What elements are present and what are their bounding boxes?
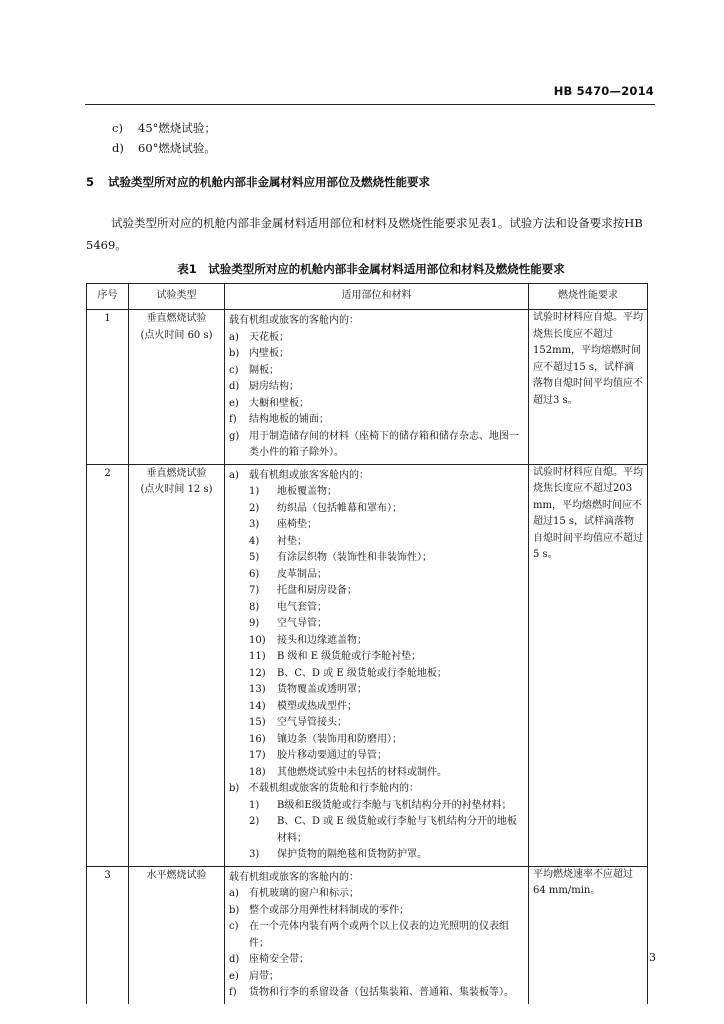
list-item-text: 45°燃烧试验； (138, 121, 216, 135)
material-item (229, 985, 524, 1002)
material-item (229, 379, 524, 396)
page-number: 3 (649, 951, 656, 964)
subitem-text: 托盘和厨房设备； (277, 585, 357, 596)
material-item-text: 厨房结构； (249, 381, 299, 392)
material-item-text: 内壁板； (249, 348, 289, 359)
material-group-text: 载有机组或旅客客舱内的： (249, 469, 369, 481)
material-subitem (229, 798, 524, 815)
material-subitem (229, 732, 524, 749)
material-item-text: 在一个壳体内装有两个或两个以上仪表的边光照明的仪表组件； (249, 921, 509, 949)
material-group (229, 468, 524, 485)
material-subitem (229, 649, 524, 666)
material-subitem (229, 847, 524, 864)
material-item-text: 有机玻璃的窗户和标示； (249, 888, 359, 899)
material-subitem (229, 501, 524, 518)
row-index: 3 (87, 866, 129, 1004)
subitem-text: 其他燃烧试验中未包括的材料或制件。 (277, 766, 447, 778)
subitem-text: B 级和 E 级货舱或行李舱衬垫； (277, 651, 422, 662)
material-item-text: 整个或部分用弹性材料制成的零件； (249, 904, 409, 916)
material-subitem (229, 484, 524, 501)
subitem-number: 3) (249, 519, 260, 530)
material-item-label: b) (229, 348, 240, 359)
subitem-number: 17) (249, 750, 266, 761)
material-item-label: a) (229, 331, 239, 343)
subitem-text: B、C、D 或 E 级货舱或行李舱与飞机结构分开的地板材料； (277, 816, 517, 844)
section-number: 5 (86, 175, 95, 189)
row-requirement: 试验时材料应自熄。平均烧焦长度应不超过203 mm，平均熔燃时间应不超过15 s，试样滴落物自熄时间平均值应不超过5 s。 (529, 464, 648, 866)
row-requirement: 试验时材料应自熄。平均烧焦长度应不超过152mm，平均熔燃时间应不超过15 s，试样滴落物自熄时间平均值应不超过3 s。 (529, 310, 648, 465)
subitem-number: 16) (249, 733, 266, 745)
material-item-text: 结构地板的铺面； (249, 414, 329, 425)
subitem-text: B级和E级货舱或行李舱与飞机结构分开的衬垫材料； (277, 799, 512, 811)
subitem-text: 空气导管接头； (277, 717, 347, 728)
material-item-label: d) (229, 954, 240, 965)
material-item (229, 952, 524, 969)
subitem-number: 2) (249, 816, 260, 827)
list-item (112, 140, 216, 156)
row-test-type (129, 464, 225, 866)
material-item-text: 大橱和壁板； (249, 397, 309, 409)
material-item (229, 969, 524, 986)
subitem-text: 模塑或热成型件； (277, 700, 357, 712)
material-item-text: 天花板； (249, 331, 289, 343)
material-item-label: g) (229, 430, 240, 442)
subitem-text: 货物覆盖或透明罩； (277, 684, 367, 695)
subitem-number: 12) (249, 667, 266, 679)
material-item-label: f) (229, 987, 237, 998)
table-row (87, 866, 648, 1004)
material-subitem (229, 567, 524, 584)
material-subitem (229, 814, 524, 847)
subitem-number: 6) (249, 568, 260, 580)
subitem-text: 衬垫； (277, 535, 307, 547)
material-item-label: c) (229, 921, 239, 932)
material-item-text: 座椅安全带； (249, 954, 309, 965)
header-requirement: 燃烧性能要求 (529, 284, 648, 310)
material-subitem (229, 699, 524, 716)
subitem-number: 7) (249, 585, 260, 596)
subitem-number: 8) (249, 601, 260, 613)
material-subitem (229, 550, 524, 567)
header-test-type: 试验类型 (129, 284, 225, 310)
ignition-time: (点火时间 12 s) (140, 484, 213, 495)
subitem-number: 5) (249, 552, 260, 563)
material-item-label: e) (229, 970, 239, 982)
requirements-table (86, 283, 648, 1004)
subitem-number: 9) (249, 618, 260, 629)
subitem-text: 座椅垫； (277, 519, 317, 530)
material-item (229, 886, 524, 903)
material-item (229, 396, 524, 413)
material-item-label: b) (229, 904, 240, 916)
material-item-label: d) (229, 381, 240, 392)
subitem-text: 地板覆盖物； (277, 486, 337, 497)
subitem-number: 3) (249, 849, 260, 860)
material-item-label: a) (229, 888, 239, 899)
header-rule (85, 104, 655, 105)
list-item (112, 120, 216, 136)
table-row (87, 310, 648, 465)
subitem-text: 皮革制品； (277, 568, 327, 580)
material-subitem (229, 616, 524, 633)
material-subitem (229, 633, 524, 650)
subitem-text: 镶边条（装饰用和防磨用）； (277, 733, 402, 745)
body-paragraph: 试验类型所对应的机舱内部非金属材料适用部位和材料及燃烧性能要求见表1。试验方法和设备要求按HB 5469。 (86, 216, 643, 252)
row-requirement: 平均燃烧速率不应超过64 mm/min。 (529, 866, 648, 1004)
material-item (229, 903, 524, 920)
material-subitem (229, 666, 524, 683)
material-subitem (229, 682, 524, 699)
material-item-text: 用于制造储存间的材料（座椅下的储存箱和储存杂志、地图一类小件的箱子除外）。 (249, 430, 519, 458)
material-subitem (229, 600, 524, 617)
section-title: 试验类型所对应的机舱内部非金属材料应用部位及燃烧性能要求 (108, 175, 430, 189)
material-subitem (229, 748, 524, 765)
row-test-type (129, 310, 225, 465)
material-item-label: f) (229, 414, 237, 425)
test-type-name: 垂直燃烧试验 (146, 467, 207, 479)
subitem-number: 1) (249, 486, 260, 497)
subitem-number: 10) (249, 634, 266, 646)
subitem-number: 13) (249, 684, 266, 695)
list-item-label: c) (112, 121, 123, 135)
material-item-text: 隔板； (249, 364, 279, 376)
subitem-number: 18) (249, 766, 266, 778)
row-materials (225, 310, 529, 465)
material-group-label: a) (229, 469, 239, 481)
header-index: 序号 (87, 284, 129, 310)
material-item-label: e) (229, 397, 239, 409)
subitem-number: 14) (249, 700, 266, 712)
subitem-text: 保护货物的隔绝毯和货物防护罩。 (277, 849, 427, 860)
subitem-text: 电气套管； (277, 601, 327, 613)
row-test-type (129, 866, 225, 1004)
material-item (229, 412, 524, 429)
list-item-label: d) (112, 141, 124, 155)
subitem-text: 接头和边缘遮盖物； (277, 634, 367, 646)
material-item (229, 429, 524, 462)
subitem-number: 1) (249, 799, 260, 811)
material-item-text: 货物和行李的系留设备（包括集装箱、普通箱、集装板等）。 (249, 987, 514, 998)
subitem-text: 有涂层织物（装饰性和非装饰性）； (277, 552, 432, 563)
materials-intro: 载有机组或旅客的客舱内的： (229, 871, 359, 883)
table-title: 表1 试验类型所对应的机舱内部非金属材料适用部位和材料及燃烧性能要求 (177, 262, 565, 276)
material-subitem (229, 583, 524, 600)
row-index: 2 (87, 464, 129, 866)
subitem-number: 15) (249, 717, 266, 728)
subitem-text: 胶片移动要通过的导管； (277, 750, 387, 761)
materials-intro: 载有机组或旅客的客舱内的： (229, 315, 359, 326)
material-item (229, 919, 524, 952)
subitem-text: 空气导管； (277, 618, 327, 629)
table-row (87, 464, 648, 866)
row-index: 1 (87, 310, 129, 465)
material-subitem (229, 765, 524, 782)
material-item-label: c) (229, 364, 239, 376)
material-subitem (229, 715, 524, 732)
header-material: 适用部位和材料 (225, 284, 529, 310)
material-item (229, 363, 524, 380)
test-type-name: 水平燃烧试验 (146, 869, 207, 881)
subitem-text: B、C、D 或 E 级货舱或行李舱地板； (277, 667, 447, 679)
material-item (229, 346, 524, 363)
material-group-text: 不载机组或旅客的货舱和行李舱内的： (249, 783, 419, 794)
material-item (229, 330, 524, 347)
section-heading (86, 174, 430, 190)
row-materials (225, 464, 529, 866)
subitem-number: 2) (249, 502, 260, 514)
material-group-label: b) (229, 783, 240, 794)
document-code: HB 5470—2014 (553, 84, 654, 98)
ignition-time: (点火时间 60 s) (140, 329, 213, 341)
material-group (229, 781, 524, 798)
subitem-text: 纺织品（包括帷幕和罩布）； (277, 502, 402, 514)
subitem-number: 4) (249, 535, 260, 547)
material-subitem (229, 534, 524, 551)
subitem-number: 11) (249, 651, 266, 662)
table-header-row (87, 284, 648, 310)
row-materials (225, 866, 529, 1004)
material-subitem (229, 517, 524, 534)
test-type-name: 垂直燃烧试验 (146, 313, 207, 324)
list-item-text: 60°燃烧试验。 (138, 141, 216, 155)
material-item-text: 肩带； (249, 970, 279, 982)
